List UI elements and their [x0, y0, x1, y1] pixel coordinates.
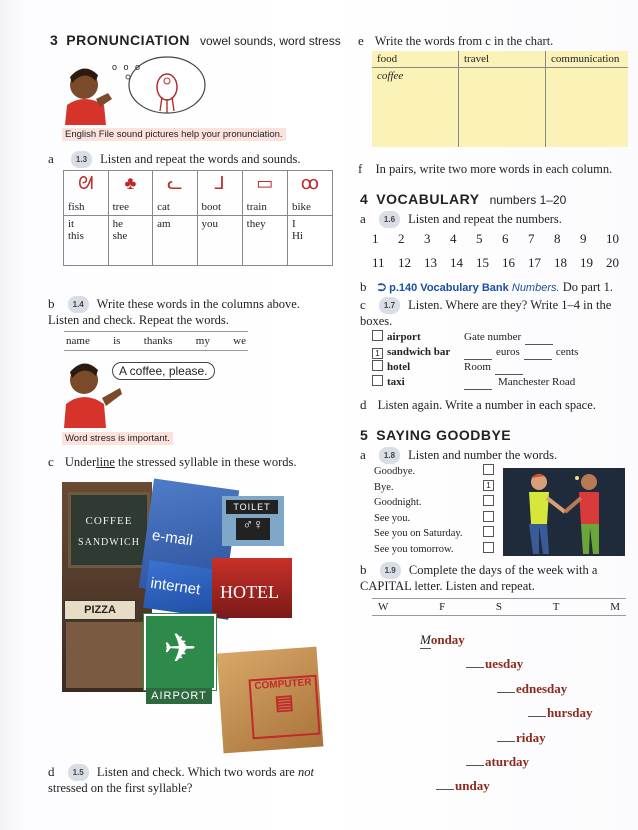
exercise-letter: d [360, 397, 367, 412]
section-number: 3 [50, 32, 59, 48]
exercise-e [358, 33, 553, 49]
section-3-heading [50, 32, 341, 50]
sound-word: cat [157, 201, 170, 213]
exercise-4c [360, 297, 622, 329]
sound-word: boot [201, 201, 222, 213]
phrase-text: Goodbye. [374, 466, 416, 477]
phrase-row [374, 511, 498, 527]
place-detail: Manchester Road [498, 376, 576, 388]
chart-entry: coffee [377, 70, 404, 82]
audio-track-badge[interactable]: 1.9 [380, 562, 401, 579]
day-answer[interactable] [528, 716, 546, 717]
word-item: thanks [143, 335, 173, 347]
sound-word: fish [68, 201, 85, 213]
day-saturday [466, 754, 529, 770]
exercise-instruction: Complete the days of the week with a CAPITAL letter. Listen and repeat. [360, 563, 598, 593]
answer-box[interactable] [483, 464, 494, 475]
place-name: hotel [387, 361, 411, 373]
table-cell[interactable] [153, 216, 197, 266]
answer-box[interactable]: 1 [372, 348, 383, 359]
section-5-heading [360, 427, 511, 445]
computer-label [249, 675, 321, 740]
computer-icon: ▤ [274, 691, 295, 715]
sound-word: train [246, 201, 267, 213]
exercise-letter: e [358, 33, 364, 48]
exercise-instruction: Listen and repeat the words and sounds. [100, 152, 301, 166]
exercise-5b [360, 562, 624, 594]
computer-box-photo [217, 647, 324, 754]
cell-word: Hi [291, 230, 303, 242]
number-item: 10 [606, 231, 619, 246]
answer-box[interactable] [483, 526, 494, 537]
chalkboard [68, 492, 150, 568]
place-name: taxi [387, 376, 405, 388]
day-rest: onday [430, 632, 465, 647]
sound-word: bike [291, 201, 311, 213]
emphasis-text: not [297, 765, 314, 779]
word-box [64, 331, 248, 351]
audio-track-badge[interactable]: 1.6 [379, 211, 400, 228]
tree-cell [108, 171, 153, 216]
day-rest: ednesday [516, 681, 568, 696]
answer-box[interactable] [483, 542, 494, 553]
vocabulary-bank-topic[interactable]: Numbers. [511, 282, 560, 294]
letter-item: W [378, 601, 389, 613]
internet-text: internet [149, 574, 202, 599]
numbers-row-2 [372, 254, 632, 272]
number-item: 16 [502, 255, 515, 270]
phrase-text: Bye. [374, 481, 394, 493]
section-number: 4 [360, 191, 369, 207]
thought-dots: o o o [112, 62, 143, 72]
number-item: 15 [476, 255, 489, 270]
day-rest: hursday [547, 705, 593, 720]
cat-cell [153, 171, 197, 216]
place-name: sandwich bar [387, 346, 451, 358]
exercise-letter: c [360, 297, 366, 312]
word-item: is [113, 335, 121, 347]
computer-text: COMPUTER [254, 677, 312, 693]
table-cell[interactable] [197, 216, 242, 266]
cell-word: am [157, 218, 171, 230]
table-cell[interactable] [108, 216, 153, 266]
exercise-4d [360, 397, 596, 413]
exercise-3d [48, 764, 318, 796]
exercise-letter: b [360, 279, 367, 294]
exercise-instruction: Write these words in the columns above. Listen and check. Repeat the words. [48, 297, 300, 327]
day-thursday [528, 705, 593, 721]
day-answer[interactable] [497, 692, 515, 693]
place-row [372, 375, 622, 390]
exercise-letter: f [358, 161, 363, 176]
exercise-instruction: Listen again. Write a number in each space. [377, 398, 596, 412]
number-item: 14 [450, 255, 463, 270]
exercise-4b [360, 279, 613, 296]
places-list [372, 330, 622, 390]
phrase-text: See you tomorrow. [374, 543, 454, 555]
number-item: 7 [528, 231, 535, 246]
caption-sound-pictures: English File sound pictures help your pronunciation. [62, 128, 286, 141]
number-item: 11 [372, 255, 385, 270]
answer-blank[interactable] [524, 345, 552, 360]
chart-header-communication: communication [546, 51, 629, 68]
chart-header-food: food [372, 51, 459, 68]
number-item: 13 [424, 255, 437, 270]
phrase-row [374, 542, 498, 558]
link-arrow-icon[interactable]: ⮊ [377, 282, 386, 294]
train-icon: ▭ [256, 173, 274, 193]
exercise-letter: b [48, 296, 55, 311]
coffee-sign: COFFEE [85, 515, 133, 527]
exercise-letter: d [48, 764, 55, 779]
answer-blank[interactable] [464, 375, 492, 390]
fish-cell [64, 171, 109, 216]
answer-blank[interactable] [495, 360, 523, 375]
pizza-sign: PIZZA [64, 600, 136, 620]
number-item: 1 [372, 231, 379, 246]
number-item: 19 [580, 255, 593, 270]
section-title: SAYING GOODBYE [376, 427, 512, 443]
place-detail: Room [464, 361, 491, 373]
exercise-4a [360, 211, 562, 228]
place-row [372, 330, 622, 345]
boot-cell [197, 171, 242, 216]
place-detail: cents [555, 346, 579, 358]
section-title: PRONUNCIATION [66, 32, 190, 48]
day-rest: uesday [485, 656, 524, 671]
photo-collage [62, 474, 324, 756]
exercise-3b [48, 296, 318, 328]
letter-item: T [552, 601, 560, 613]
exercise-instruction: Listen and repeat the numbers. [408, 212, 562, 226]
audio-track-badge[interactable]: 1.7 [379, 297, 400, 314]
answer-box[interactable] [372, 360, 383, 371]
cell-word: they [246, 218, 266, 230]
speech-bubble: A coffee, please. [112, 362, 215, 380]
goodbye-phrases [374, 464, 498, 557]
instruction-part: the stressed syllable in these words. [114, 455, 297, 469]
exercise-instruction: Write the words from c in the chart. [374, 34, 554, 48]
day-friday [497, 730, 546, 746]
sound-word: tree [112, 201, 130, 213]
answer-blank[interactable] [464, 345, 492, 360]
cell-word: you [201, 218, 219, 230]
audio-track-badge[interactable]: 1.4 [68, 296, 89, 313]
airport-sign-photo [144, 614, 216, 690]
bike-cell [287, 171, 332, 216]
day-wednesday [497, 681, 567, 697]
section-title: VOCABULARY [376, 191, 480, 207]
number-item: 6 [502, 231, 509, 246]
instruction-part: Listen and check. Which two words are [96, 765, 298, 779]
instruction-part: Under [64, 455, 97, 469]
answer-box[interactable] [372, 330, 383, 341]
chart-header-travel: travel [459, 51, 546, 68]
cell-word: it [68, 218, 75, 230]
phrase-row [374, 464, 498, 480]
hotel-sign: HOTEL [220, 582, 279, 602]
exercise-3a [48, 151, 300, 168]
exercise-letter: a [48, 151, 54, 166]
exercise-f [358, 161, 612, 177]
airport-sign: AIRPORT [146, 688, 212, 704]
toilet-sign-photo [222, 496, 284, 546]
table-cell[interactable] [242, 216, 287, 266]
exercise-instruction: Listen. Where are they? Write 1–4 in the boxes. [360, 298, 612, 328]
day-rest: unday [455, 778, 490, 793]
airplane-icon: ✈ [163, 626, 197, 672]
number-item: 12 [398, 255, 411, 270]
exercise-instruction: Do part 1. [562, 280, 614, 294]
phrase-row [374, 526, 498, 542]
number-item: 3 [424, 231, 431, 246]
place-detail: Gate number [464, 331, 522, 343]
boot-icon: ⅃ [214, 173, 225, 193]
answer-box[interactable]: 1 [483, 480, 494, 491]
place-detail: euros [496, 346, 520, 358]
hotel-awning-photo [212, 558, 292, 618]
toilet-icon: ♂♀ [236, 518, 270, 540]
bike-icon: ꝏ [300, 173, 320, 193]
day-answer[interactable] [466, 765, 484, 766]
exercise-5a [360, 447, 557, 464]
day-tuesday [466, 656, 523, 672]
phrase-text: See you. [374, 512, 411, 524]
number-item: 5 [476, 231, 483, 246]
tree-icon: ♣ [124, 173, 137, 193]
number-item: 4 [450, 231, 457, 246]
day-rest: riday [516, 730, 546, 745]
chart-column-food[interactable] [372, 68, 459, 148]
place-name: airport [387, 331, 421, 343]
exercise-instruction: In pairs, write two more words in each column. [375, 162, 613, 176]
table-cell[interactable] [64, 216, 109, 266]
letters-box [372, 598, 626, 616]
phrase-row [374, 495, 498, 511]
number-item: 2 [398, 231, 405, 246]
phrase-text: See you on Saturday. [374, 528, 463, 539]
instruction-part: stressed on the first syllable? [48, 781, 193, 795]
underlined-text: line [96, 455, 115, 469]
chart-column-travel[interactable] [459, 68, 546, 148]
letter-item: M [610, 601, 620, 613]
day-sunday [436, 778, 490, 794]
word-item: my [195, 335, 210, 347]
numbers-row-1 [372, 230, 632, 248]
train-cell [242, 171, 287, 216]
word-chart [372, 51, 628, 147]
audio-track-badge[interactable]: 1.3 [71, 151, 92, 168]
cat-icon: ᓚ [167, 173, 183, 193]
place-row [372, 345, 622, 360]
number-item: 17 [528, 255, 541, 270]
phrase-text: Goodnight. [374, 497, 422, 508]
table-cell[interactable] [287, 216, 332, 266]
day-answer[interactable]: M [420, 632, 431, 647]
email-text: e-mail [150, 526, 194, 550]
answer-box[interactable] [483, 511, 494, 522]
sandwich-sign: SANDWICH [78, 537, 140, 548]
cell-word: he [112, 218, 123, 230]
word-item: name [66, 335, 90, 347]
answer-box[interactable] [372, 375, 383, 386]
number-item: 20 [606, 255, 619, 270]
couple-waving-illustration [503, 468, 625, 556]
number-item: 8 [554, 231, 561, 246]
day-answer[interactable] [436, 789, 454, 790]
section-subtitle: numbers 1–20 [489, 193, 567, 207]
letter-item: F [439, 601, 446, 613]
sounds-table [63, 170, 333, 266]
shopfront [66, 622, 146, 688]
audio-track-badge[interactable]: 1.5 [68, 764, 89, 781]
day-answer[interactable] [497, 741, 515, 742]
number-item: 18 [554, 255, 567, 270]
chart-column-communication[interactable] [546, 68, 629, 148]
word-item: we [233, 335, 246, 347]
day-monday [420, 632, 465, 649]
section-subtitle: vowel sounds, word stress [199, 34, 341, 48]
section-4-heading [360, 191, 566, 209]
fish-icon: ᘛ [78, 173, 94, 193]
exercise-instruction: Listen and number the words. [408, 448, 558, 462]
exercise-letter: a [360, 447, 366, 462]
phrase-row [374, 480, 498, 496]
number-item: 9 [580, 231, 587, 246]
vocabulary-bank-link[interactable]: p.140 Vocabulary Bank [389, 282, 509, 294]
cell-word: I [291, 218, 296, 230]
letter-item: S [495, 601, 503, 613]
caption-word-stress: Word stress is important. [62, 432, 173, 445]
place-row [372, 360, 622, 375]
exercise-3c [48, 454, 296, 470]
day-rest: aturday [485, 754, 530, 769]
day-answer[interactable] [466, 667, 484, 668]
toilet-sign: TOILET [226, 500, 278, 514]
audio-track-badge[interactable]: 1.8 [379, 447, 400, 464]
exercise-letter: b [360, 562, 367, 577]
section-number: 5 [360, 427, 369, 443]
cell-word: this [68, 230, 84, 242]
cell-word: she [112, 230, 128, 242]
exercise-letter: a [360, 211, 366, 226]
answer-box[interactable] [483, 495, 494, 506]
answer-blank[interactable] [525, 330, 553, 345]
exercise-letter: c [48, 454, 54, 469]
